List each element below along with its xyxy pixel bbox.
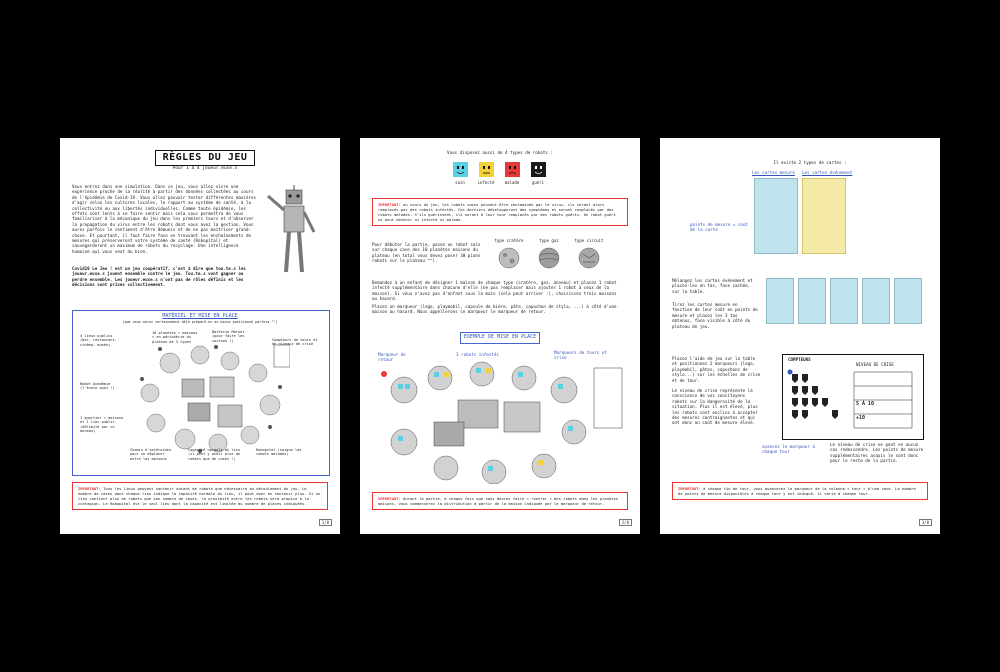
crisis-label: Le niveau de crise ne peut en aucun cas redescendre. Les points de mesure supplémentaires acquis le sont donc pour le reste de la partie. [830, 442, 924, 464]
board-illustration [130, 343, 290, 453]
robot-illustration [260, 184, 328, 280]
rules-page-1 [60, 138, 340, 534]
setup-label-7: Chemin d'astéroïdes pour se déplacer entre les maisons [130, 448, 172, 461]
setup-label-2: 10 planètes « maisons » en périphérie du plateau de 3 types [152, 331, 198, 344]
card-types-intro: Il existe 2 types de cartes : [773, 160, 847, 165]
example-label-infected: 3 robots infectés [456, 352, 499, 357]
page-subtitle: Pour 1 à 4 joueur.euse.s [172, 166, 238, 171]
robot-label-infecte: infecté [477, 180, 495, 185]
setup-title: MATÉRIEL ET MISE EN PLACE [162, 313, 238, 319]
page-title: RÈGLES DU JEU [155, 150, 255, 166]
crisis-title: NIVEAU DE CRISE [856, 362, 894, 367]
important-text-1: : au cours du jeu, les robots sains peuvent être contaminés par le virus, ils seront alors remplacés par des robots infectés. Ces derniers développeront des symptômes et seront remplacés par des robots malades. S'ils guérissent, ils seront à leur tour remplacés par des robots guéris. Un robot guéri ne peut devenir ni infecté ni malade. [378, 202, 616, 222]
turn-label: avancez le marqueur à chaque tour [762, 444, 815, 455]
setup-label-8: Capacité normale du lieu (il peut y avoir plus de robots que de cases !) [188, 448, 240, 461]
card-pile-1 [766, 278, 794, 324]
card-pile-5 [894, 278, 922, 324]
important-box [72, 482, 328, 510]
important-label-2: IMPORTANT [378, 496, 399, 501]
rules-page-2 [360, 138, 640, 534]
planet-type-label-1: type cratère [494, 238, 524, 243]
coop-text: Covid19 Le Jeu ! est un jeu coopératif, c'est à dire que tou.te.s les joueur.euse.s jouent ensemble contre le jeu. Tou.te.s vont gagner ou perdre ensemble. Les joueur.euse.s n'ont pas de rôles définis et les décisions sont prises collectivement. [72, 266, 246, 288]
setup-label-5: Robot Académie (l'école quoi !) [80, 382, 115, 391]
example-title: EXEMPLE DE MISE EN PLACE [463, 334, 537, 340]
robot-face-features [453, 162, 546, 177]
rules-page-3 [660, 138, 940, 534]
example-label-markers: Marqueurs de tours et crise [554, 350, 607, 361]
important-text: : à chaque fin de tour, vous avancerez le marqueur de la colonne « tour » d'une case. Le nombre de points de mesure disponibles à chaque tour y est indiqué, il varie à chaque tour. [678, 486, 916, 496]
card-type-evenement: Les cartes événement [802, 170, 853, 175]
shuffle-text: Mélangez les cartes événement et placez-les en tas, face cachée, sur la table. [672, 278, 753, 294]
setup-label-6: 1 quartier « maisons et 1 lieu public (délimité par un anneau) [80, 416, 124, 434]
setup-note: (que vous aurez certainement déjà préparé.es ou mieux positionné parfois ^^) [122, 320, 278, 324]
robot-label-gueri: guéri [531, 180, 545, 185]
page-number: 2/8 [619, 519, 632, 526]
counter-value-2: +10 [856, 415, 866, 421]
important-box-2 [372, 492, 628, 510]
counter-value-1: 5 À 10 [856, 401, 875, 407]
robot-label-malade: malade [504, 180, 520, 185]
robot-label-sain: sain [455, 180, 465, 185]
counter-text: Placez l'aide de jeu sur la table et positionnez 2 marqueurs (lego, playmobil, pâtes, capuchons de stylo...) sur les échelles de crise et de tour. [672, 356, 761, 383]
card-mesure-sample [754, 178, 798, 254]
important-box [672, 482, 928, 500]
page-number: 3/8 [919, 519, 932, 526]
start-text: Pour débuter la partie, posez un robot sain sur chaque case des 10 planètes maisons du plateau (en total vous devez poser 30 pions robots sur le plateau ^^). [372, 242, 481, 264]
important-text-2: : durant la partie, à chaque fois que vous devrez faire « rentrer » des robots dans les planètes maisons, vous commencerez la distribution à partir de la maison indiquée par le marqueur de retour. [378, 496, 619, 506]
card-pile-2 [798, 278, 826, 324]
important-label-1: IMPORTANT [378, 202, 399, 207]
draw-text: Tirez les cartes mesure en fonction de leur coût en points de mesure et placez les 3 tas obtenus, face visible à côté du plateau de jeu. [672, 302, 758, 329]
setup-label-1: 4 lieux publics (bar, restaurant, cinéma, musée) [80, 334, 117, 347]
card-pile-4 [862, 278, 890, 324]
planet-types-illustration [498, 246, 608, 270]
setup-label-3: Batterie Market (pour faire les courses !) [212, 330, 245, 343]
important-text: : Tous les lieux peuvent contenir autant de robots que nécessaire au déroulement du jeu. Le nombre de cases dans chaque lieu indique la capacité normale du lieu, il peut donc en contenir plus. Si un lieu contient plus de robots que son nombre de cases, la proximité entre les robots sera propice à la contagion. Le Robopital est le seul lieu dont la capacité est limitée au nombre de places indiquées. [78, 486, 321, 506]
important-box-1 [372, 198, 628, 226]
infect-text: Demandez à un enfant de désigner 1 maison de chaque type (cratère, gaz, anneau) et placez 1 robot infecté supplémentaire dans chacune d'elle (ne pas remplacer mais ajouter 1 robot à ceux de la maison). Si vous n'avez pas d'enfant sous la main (cela peut arriver :), choisissez trois maisons au hasard. [372, 280, 617, 302]
card-evenement-sample [802, 178, 846, 254]
setup-label-4: Compteurs de tours et de niveaux de crise [272, 338, 318, 347]
crisis-text: Le niveau de crise représente la conscience de vos concitoyens robots sur la dangerosité de la situation. Plus il est élevé, plus les robots sont enclins à accepter des mesures contraignantes et qui ont donc un coût de mesure élevé. [672, 388, 758, 426]
intro-text: Vous entrez dans une simulation. Dans ce jeu, vous allez vivre une expérience proche de la réalité à partir des données collectées au cours de l'épidémie de Covid-19. Vous allez pouvoir tester différentes manières d'agir selon les cultures locales, le rapport au système de santé, à la collectivité ou aux libertés individuelles. Comme toute épidémie, les effets sont lents à se faire sentir mais cela vous permettra de vous familiariser à la mécanique du jeu dans les premiers tours et d'observer la propagation du virus entre les robots dont vous avez la gestion. Vous aurez parfois le sentiment d'être démunis et de ne pas maîtriser grand-chose. Et pourtant, il faut faire face en trouvant les enchaînements de mesures qui préserveront votre système de santé (Robopital) et sauvegarderont un maximum de robots du recyclage. Une intelligence humaine qui vous veut du bien. [72, 184, 257, 254]
planet-type-label-3: type circuit [574, 238, 604, 243]
marker-text: Placez un marqueur (lego, playmobil, capsule de bière, pâte, capuchon de stylo, ...) à côté d'une maison au hasard. Nous appellerons ce marqueur le marqueur de retour. [372, 304, 617, 315]
robot-types-intro: Vous disposez aussi de 4 types de robots : [447, 150, 553, 155]
planet-type-label-2: type gaz [539, 238, 559, 243]
important-label: IMPORTANT [78, 486, 99, 491]
counter-grid [786, 368, 916, 434]
example-label-return: Marqueur de retour [378, 352, 406, 363]
card-type-mesure: Les cartes mesure [752, 170, 795, 175]
card-pile-3 [830, 278, 858, 324]
counter-title: COMPTEURS [788, 357, 811, 362]
important-label: IMPORTANT [678, 486, 699, 491]
page-number: 1/8 [319, 519, 332, 526]
example-board-illustration [374, 360, 624, 484]
setup-label-9: Robopital (soigne les robots malades) [256, 448, 302, 457]
cost-label: points de mesure = coût de la carte [690, 222, 748, 233]
